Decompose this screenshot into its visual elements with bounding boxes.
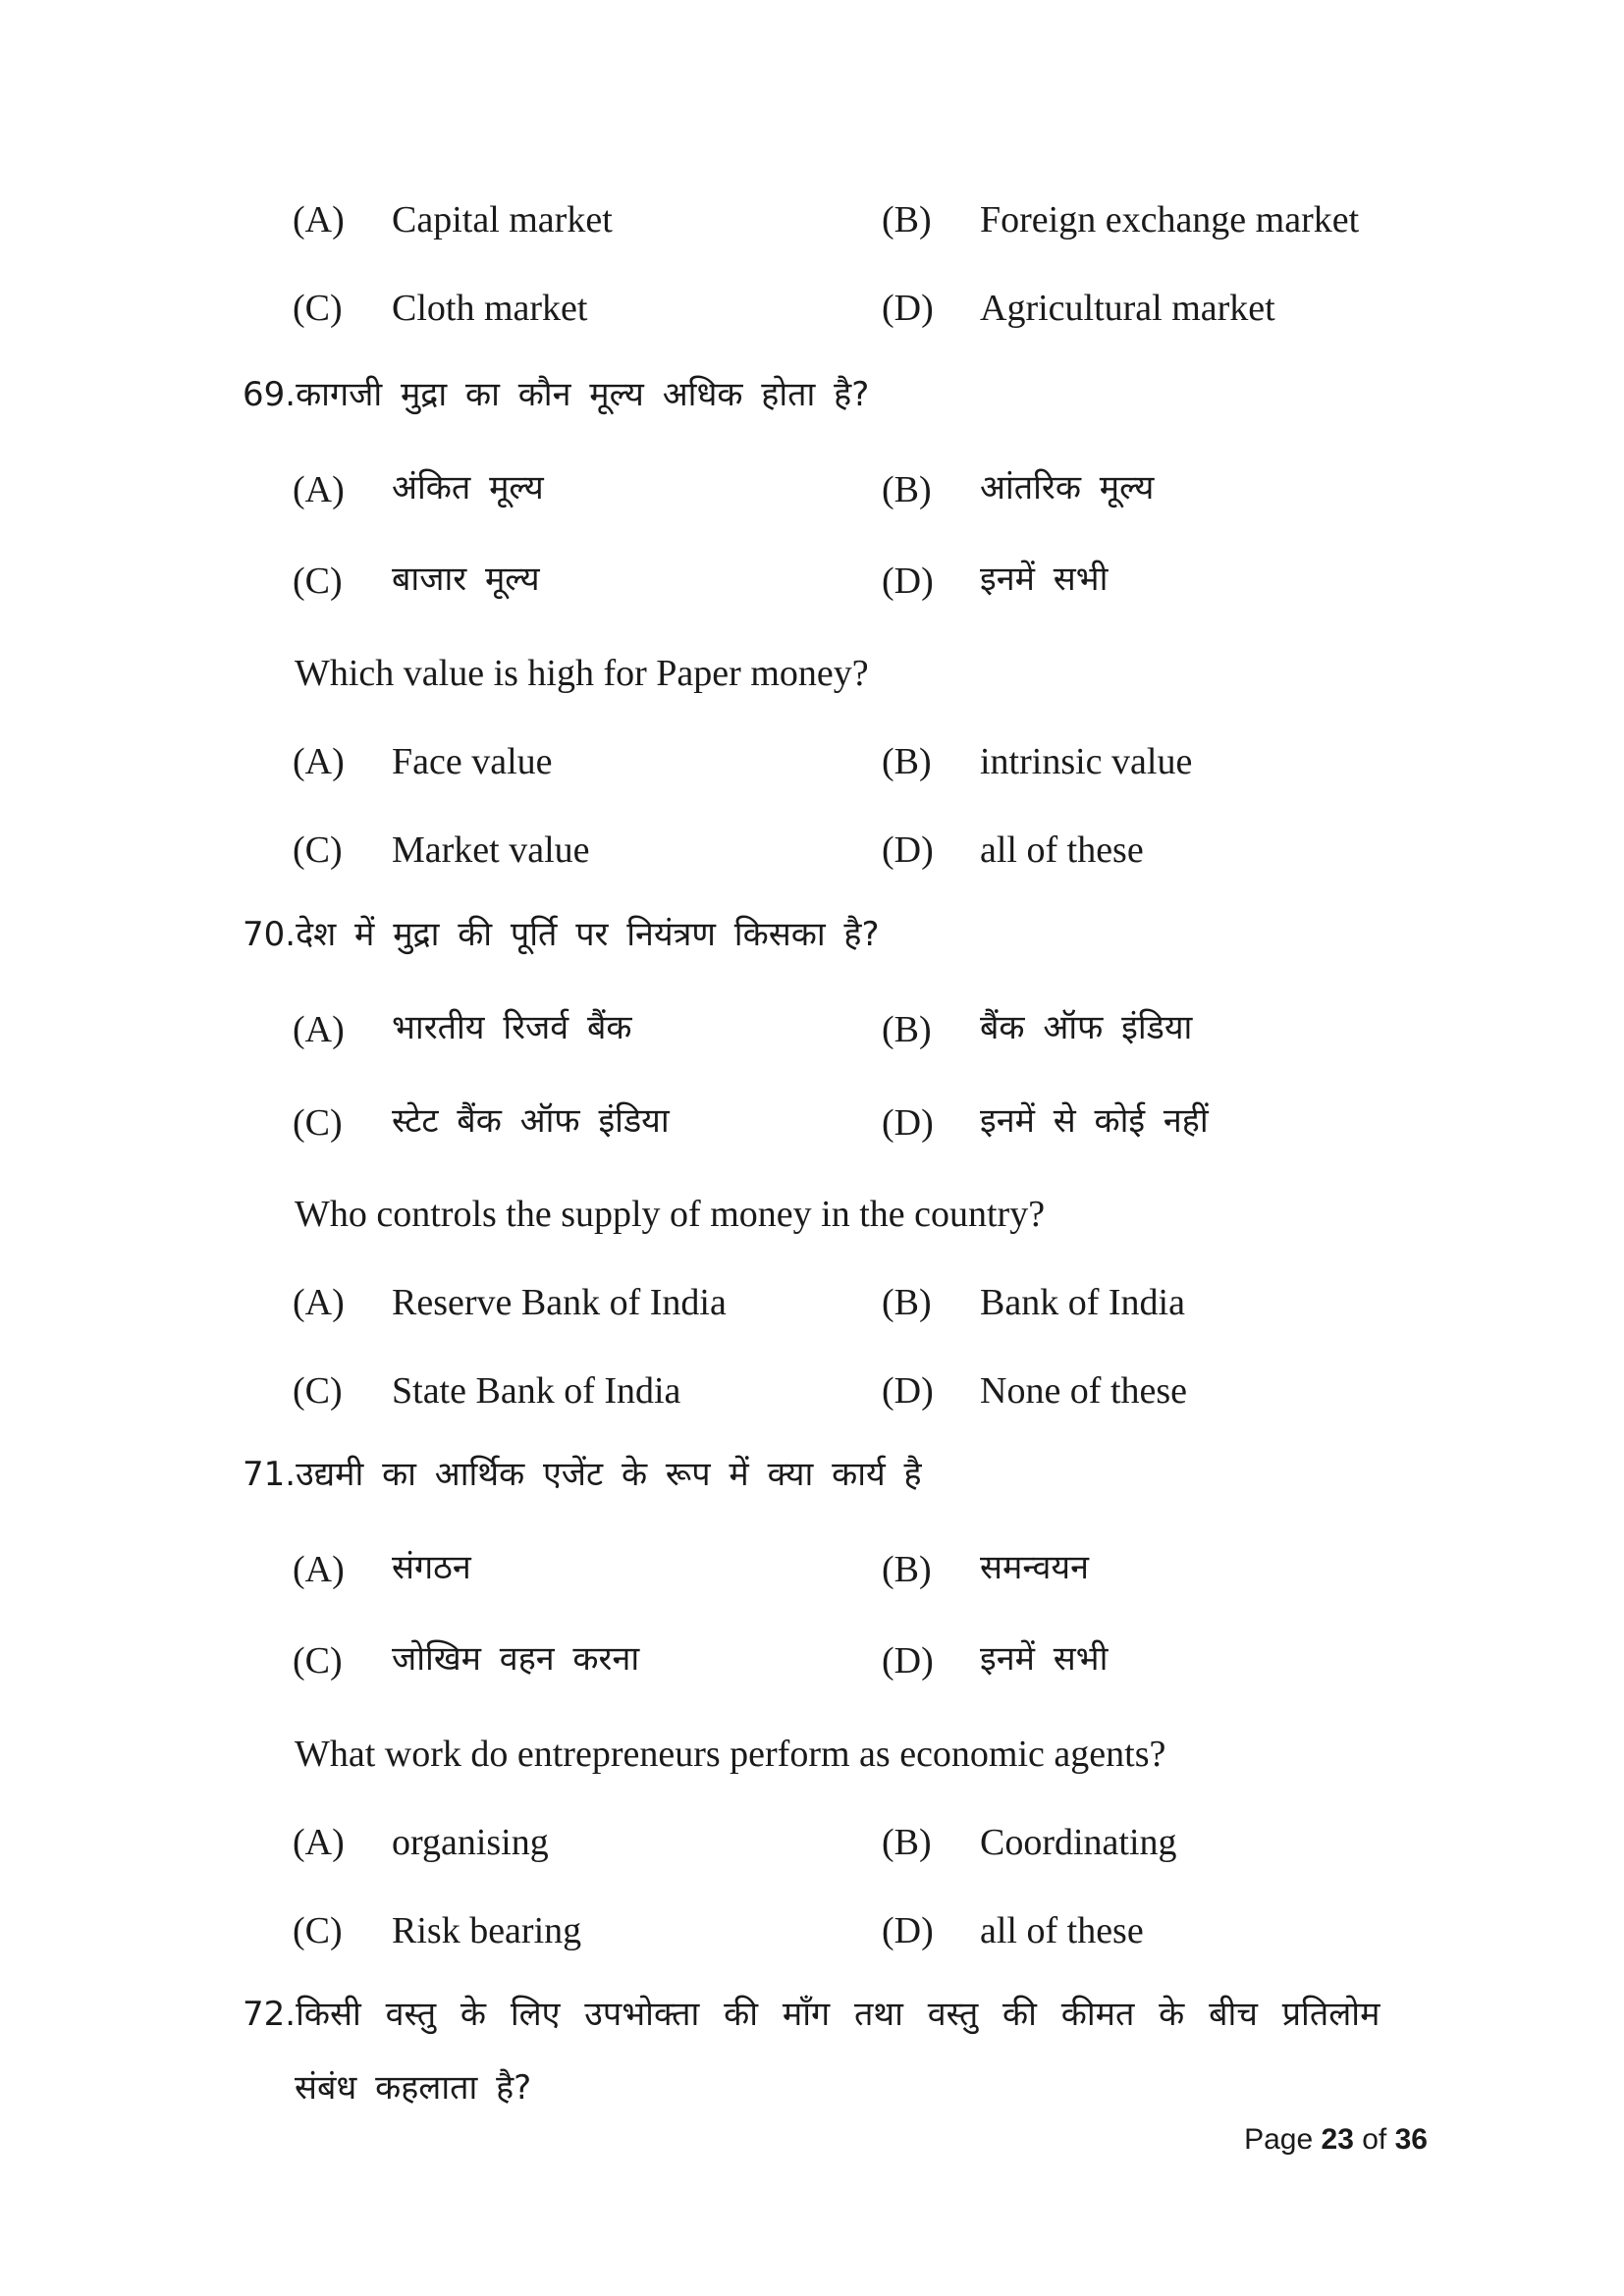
q69-hi-option-a-label: (A) (293, 469, 345, 510)
q69-hi-option-c-text: बाजार मूल्य (392, 560, 540, 599)
q69-hi-option-d-label: (D) (882, 561, 934, 602)
q68-option-c-text: Cloth market (392, 288, 588, 329)
q69-hi-option-b-text: आंतरिक मूल्य (980, 468, 1155, 507)
q71-en-option-d-label: (D) (882, 1910, 934, 1951)
q71-hi-option-d-label: (D) (882, 1640, 934, 1682)
q71-hi-option-a-label: (A) (293, 1549, 345, 1590)
q69-en-option-d-label: (D) (882, 829, 934, 871)
q71-hindi-question: 71.उद्यमी का आर्थिक एजेंट के रूप में क्या कार्य है (243, 1455, 922, 1494)
q70-hi-option-b-label: (B) (882, 1009, 932, 1050)
q70-hi-option-b-text: बैंक ऑफ इंडिया (980, 1008, 1193, 1047)
q70-en-option-a-text: Reserve Bank of India (392, 1282, 727, 1323)
q70-hi-option-c-text: स्टेट बैंक ऑफ इंडिया (392, 1101, 670, 1141)
q71-en-option-a-label: (A) (293, 1822, 345, 1863)
q71-en-option-d-text: all of these (980, 1910, 1144, 1951)
q69-en-option-b-text: intrinsic value (980, 741, 1193, 782)
q70-en-option-d-text: None of these (980, 1370, 1188, 1412)
q70-english-question: Who controls the supply of money in the country? (295, 1194, 1046, 1235)
page-of: of (1362, 2123, 1387, 2156)
q70-hi-option-a-label: (A) (293, 1009, 345, 1050)
q68-option-a-text: Capital market (392, 199, 613, 240)
q71-en-option-a-text: organising (392, 1822, 549, 1863)
q71-hi-option-b-text: समन्वयन (980, 1548, 1089, 1587)
q68-option-c-label: (C) (293, 288, 343, 329)
q70-hi-option-c-label: (C) (293, 1102, 343, 1144)
q68-option-d-label: (D) (882, 288, 934, 329)
q69-en-option-c-text: Market value (392, 829, 590, 871)
q69-en-option-a-label: (A) (293, 741, 345, 782)
q71-hi-option-c-text: जोखिम वहन करना (392, 1639, 640, 1679)
q69-en-option-b-label: (B) (882, 741, 932, 782)
q69-hi-option-a-text: अंकित मूल्य (392, 468, 544, 507)
q70-en-option-b-text: Bank of India (980, 1282, 1185, 1323)
q68-option-b-label: (B) (882, 199, 932, 240)
q69-hi-option-c-label: (C) (293, 561, 343, 602)
total-page-count: 36 (1394, 2123, 1428, 2156)
page-prefix: Page (1244, 2123, 1314, 2156)
q71-en-option-b-text: Coordinating (980, 1822, 1177, 1863)
q71-english-question: What work do entrepreneurs perform as economic agents? (295, 1734, 1166, 1775)
q69-hindi-question: 69.कागजी मुद्रा का कौन मूल्य अधिक होता है? (243, 375, 870, 414)
q69-en-option-c-label: (C) (293, 829, 343, 871)
q72-hindi-question-line1: 72.किसी वस्तु के लिए उपभोक्ता की माँग तथा वस्तु की कीमत के बीच प्रतिलोम (243, 1995, 1380, 2034)
q69-english-question: Which value is high for Paper money? (295, 653, 869, 694)
q70-hindi-question: 70.देश में मुद्रा की पूर्ति पर नियंत्रण किसका है? (243, 915, 880, 954)
q70-en-option-d-label: (D) (882, 1370, 934, 1412)
q71-hi-option-b-label: (B) (882, 1549, 932, 1590)
q70-en-option-b-label: (B) (882, 1282, 932, 1323)
q71-hi-option-a-text: संगठन (392, 1548, 471, 1587)
q70-hi-option-d-text: इनमें से कोई नहीं (980, 1101, 1209, 1141)
q69-hi-option-b-label: (B) (882, 469, 932, 510)
q68-option-d-text: Agricultural market (980, 288, 1275, 329)
q69-en-option-a-text: Face value (392, 741, 553, 782)
q71-hi-option-d-text: इनमें सभी (980, 1639, 1109, 1679)
q69-hi-option-d-text: इनमें सभी (980, 560, 1109, 599)
q70-en-option-c-label: (C) (293, 1370, 343, 1412)
q68-option-b-text: Foreign exchange market (980, 199, 1360, 240)
q71-hi-option-c-label: (C) (293, 1640, 343, 1682)
q68-option-a-label: (A) (293, 199, 345, 240)
page-number-footer (1244, 2123, 1428, 2157)
q71-en-option-c-label: (C) (293, 1910, 343, 1951)
q72-hindi-question-line2: संबंध कहलाता है? (295, 2068, 532, 2108)
current-page-number: 23 (1321, 2123, 1354, 2156)
q69-en-option-d-text: all of these (980, 829, 1144, 871)
q70-hi-option-d-label: (D) (882, 1102, 934, 1144)
q70-hi-option-a-text: भारतीय रिजर्व बैंक (392, 1008, 632, 1047)
q71-en-option-b-label: (B) (882, 1822, 932, 1863)
q71-en-option-c-text: Risk bearing (392, 1910, 582, 1951)
q70-en-option-a-label: (A) (293, 1282, 345, 1323)
q70-en-option-c-text: State Bank of India (392, 1370, 681, 1412)
